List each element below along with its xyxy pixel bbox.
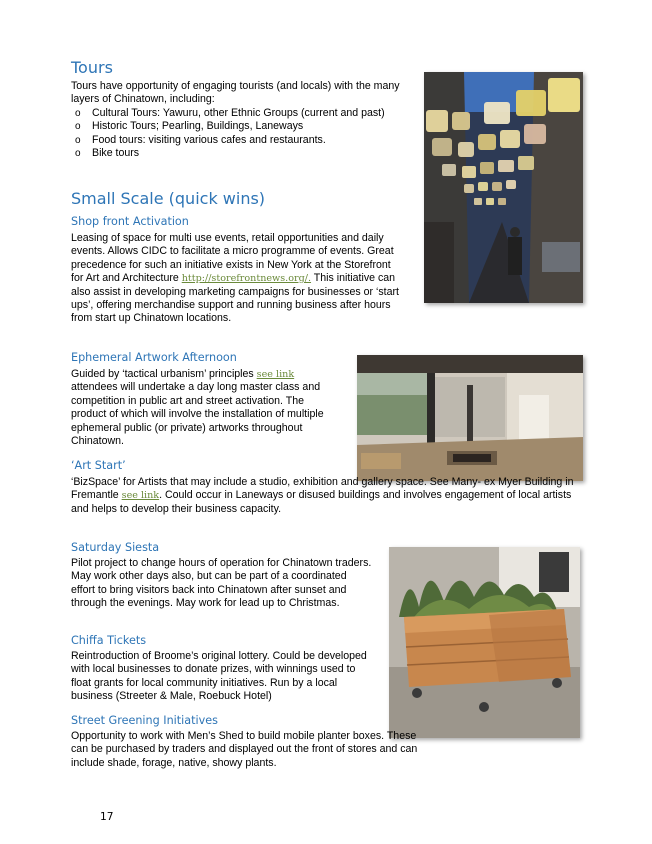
shopfront-paragraph <box>71 232 402 326</box>
tours-item-historic: o Historic Tours; Pearling, Buildings, Laneways <box>71 120 401 133</box>
artstart-paragraph <box>71 476 587 516</box>
lantern-street-photo <box>424 72 583 303</box>
shopfront-text-1: Leasing of space for multi use events, retail opportunities and daily events. Allows CIDC to facilitate a micro programme of events. Great precedence for such an initiative exists in New York at the Storefront for Art and Architecture <box>71 232 394 285</box>
siesta-paragraph: Pilot project to change hours of operation for Chinatown traders. May work other days also, but can be part of a coordinated effort to bring visitors back into Chinatown after sunset and through the evenings. May work for lead up to Christmas. <box>71 557 372 610</box>
artstart-heading: ‘Art Start’ <box>71 459 126 472</box>
shopfront-heading: Shop front Activation <box>71 215 189 228</box>
storefront-link[interactable]: http://storefrontnews.org/. <box>181 273 312 285</box>
planter-box-photo <box>389 547 580 738</box>
siesta-heading: Saturday Siesta <box>71 541 160 554</box>
page-number: 17 <box>100 811 114 823</box>
chiffa-paragraph: Reintroduction of Broome’s original lottery. Could be developed with local businesses to donate prizes, with winnings used to float grants for local community initiatives. Run by a local business (Streeter & Male, Roebuck Hotel) <box>71 650 367 703</box>
tours-item-bike: o Bike tours <box>71 147 401 160</box>
greening-paragraph: Opportunity to work with Men’s Shed to build mobile planter boxes. These can be purchased by traders and displayed out the front of stores and can include shade, forage, native, showy plants. <box>71 730 418 769</box>
artstart-text-2: . Could occur in Laneways or disused buildings and involves engagement of local artists and helps to develop their business capacity. <box>71 489 572 515</box>
ephemeral-heading: Ephemeral Artwork Afternoon <box>71 351 237 364</box>
tours-item-food: o Food tours: visiting various cafes and restaurants. <box>71 134 401 147</box>
greening-heading: Street Greening Initiatives <box>71 714 218 727</box>
ephemeral-see-link[interactable]: see link <box>256 369 295 380</box>
tours-intro: Tours have opportunity of engaging tourists (and locals) with the many layers of Chinatown, including: <box>71 80 400 106</box>
artstart-text-1: ‘BizSpace’ for Artists that may include a studio, exhibition and gallery space. See Many- ex Myer Building in Fremantle <box>71 476 574 502</box>
tours-list <box>71 107 401 161</box>
artstart-see-link[interactable]: see link <box>121 490 160 502</box>
chiffa-heading: Chiffa Tickets <box>71 634 147 647</box>
ephemeral-text-2: attendees will undertake a day long master class and competition in public art and street activation. The product of which will involve the installation of multiple ephemeral public (or private) artworks throughout Chinatown. <box>71 381 324 448</box>
tours-item-cultural: o Cultural Tours: Yawuru, other Ethnic Groups (current and past) <box>71 107 401 120</box>
tours-heading: Tours <box>71 58 113 77</box>
shopfront-text-2: This initiative can also assist in developing marketing campaigns for businesses or ‘start ups’, offering merchandise support and running business after hours from start up Chinatown locations. <box>71 272 399 325</box>
ephemeral-paragraph <box>71 368 337 448</box>
tours-section <box>71 80 401 160</box>
gallery-interior-photo <box>357 355 583 481</box>
ephemeral-text-1: Guided by ‘tactical urbanism’ principles <box>71 368 257 380</box>
small-scale-heading: Small Scale (quick wins) <box>71 189 266 208</box>
